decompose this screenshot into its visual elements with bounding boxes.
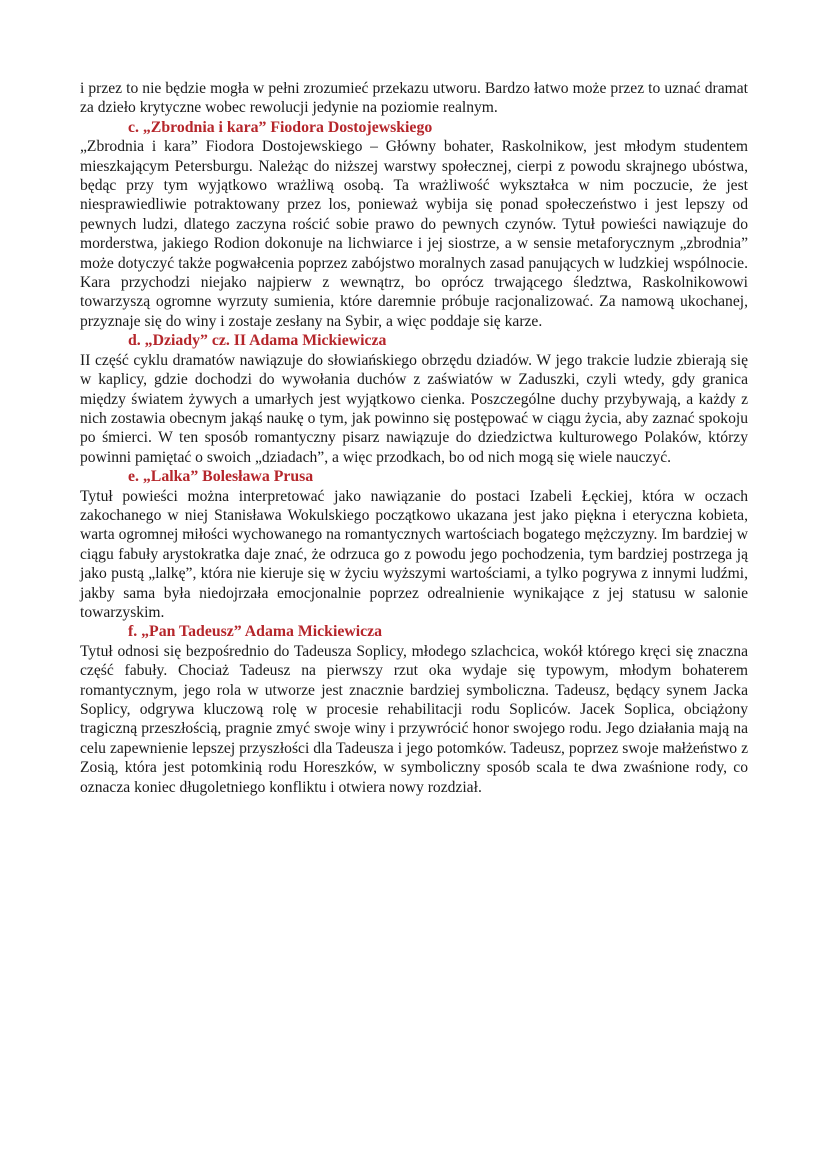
section-heading-pan-tadeusz: f. „Pan Tadeusz” Adama Mickiewicza (128, 623, 383, 641)
section-body-lalka: Tytuł powieści można interpretować jako nawiązanie do postaci Izabeli Łęckiej, która w oczach zakochanego w niej Stanisława Wokulskiego początkowo ukazana jest jako piękna i eteryczna kobieta, warta ogromnej miłości wychowanego na romantycznych wartościach bogatego mężczyzny. Im bardziej w ciągu fabuły arystokratka daje znać, że odrzuca go z powodu jego pochodzenia, tym bardziej postrzega ją jako pustą „lalkę”, która nie kieruje się w życiu wyższymi wartościami, a tylko pogrywa z innymi ludźmi, jakby sama była niedojrzała emocjonalnie poprzez odrealnienie wynikające z jej statusu w salonie towarzyskim. (80, 487, 748, 621)
section-heading-dziady: d. „Dziady” cz. II Adama Mickiewicza (128, 332, 387, 350)
section-heading-zbrodnia-i-kara: c. „Zbrodnia i kara” Fiodora Dostojewskiego (128, 118, 433, 136)
document-page (80, 79, 748, 797)
section-body-dziady: II część cyklu dramatów nawiązuje do słowiańskiego obrzędu dziadów. W jego trakcie ludzie zbierają się w kaplicy, gdzie dochodzi do wywołania duchów z zaświatów w Zaduszki, czyli wtedy, gdy granica między światem żywych a umarłych jest wyjątkowo cienka. Poszczególne duchy przybywają, a każdy z nich zostawia obecnym jakąś naukę o tym, jak powinno się postępować w ciągu życia, aby zaznać spokoju po śmierci. W ten sposób romantyczny pisarz nawiązuje do dziedzictwa kulturowego Polaków, którzy powinni pamiętać o swoich „dziadach”, a więc przodkach, bo od nich mogą się wiele nauczyć. (80, 351, 748, 466)
section-body-zbrodnia-i-kara: „Zbrodnia i kara” Fiodora Dostojewskiego – Główny bohater, Raskolnikow, jest młodym studentem mieszkającym Petersburgu. Należąc do niższej warstwy społecznej, cierpi z powodu skrajnego ubóstwa, będąc przy tym wyjątkowo wrażliwą osobą. Ta wrażliwość wykształca w nim poczucie, że jest niesprawiedliwie potraktowany przez los, ponieważ wybija się ponad społeczeństwo i jest lepszy od pewnych ludzi, dlatego zaczyna rościć sobie prawo do pewnych czynów. Tytuł powieści nawiązuje do morderstwa, jakiego Rodion dokonuje na lichwiarce i jej siostrze, a w sensie metaforycznym „zbrodnia” może dotyczyć także pogwałcenia poprzez zabójstwo moralnych zasad panujących w ludzkiej wspólnocie. Kara przychodzi niejako najpierw z wewnątrz, bo oprócz trwającego śledztwa, Raskolnikowowi towarzyszą ogromne wyrzuty sumienia, które daremnie próbuje racjonalizować. Za namową ukochanej, przyznaje się do winy i zostaje zesłany na Sybir, a więc poddaje się karze. (80, 138, 748, 330)
intro-paragraph: i przez to nie będzie mogła w pełni zrozumieć przekazu utworu. Bardzo łatwo może przez to uznać dramat za dzieło krytyczne wobec rewolucji jedynie na poziomie realnym. (80, 80, 748, 117)
section-body-pan-tadeusz: Tytuł odnosi się bezpośrednio do Tadeusza Soplicy, młodego szlachcica, wokół którego kręci się znaczna część fabuły. Chociaż Tadeusz na pierwszy rzut oka wydaje się typowym, młodym bohaterem romantycznym, jego rola w utworze jest znacznie bardziej symboliczna. Tadeusz, będący synem Jacka Soplicy, odgrywa kluczową rolę w procesie rehabilitacji rodu Sopliców. Jacek Soplica, obciążony tragiczną przeszłością, pragnie zmyć swoje winy i przywrócić honor swojego rodu. Jego działania mają na celu zapewnienie lepszej przyszłości dla Tadeusza i jego potomków. Tadeusz, poprzez swoje małżeństwo z Zosią, która jest potomkinią rodu Horeszków, w symboliczny sposób scala te dwa zwaśnione rody, co oznacza koniec długoletniego konfliktu i otwiera nowy rozdział. (80, 642, 748, 796)
section-heading-lalka: e. „Lalka” Bolesława Prusa (128, 468, 314, 486)
